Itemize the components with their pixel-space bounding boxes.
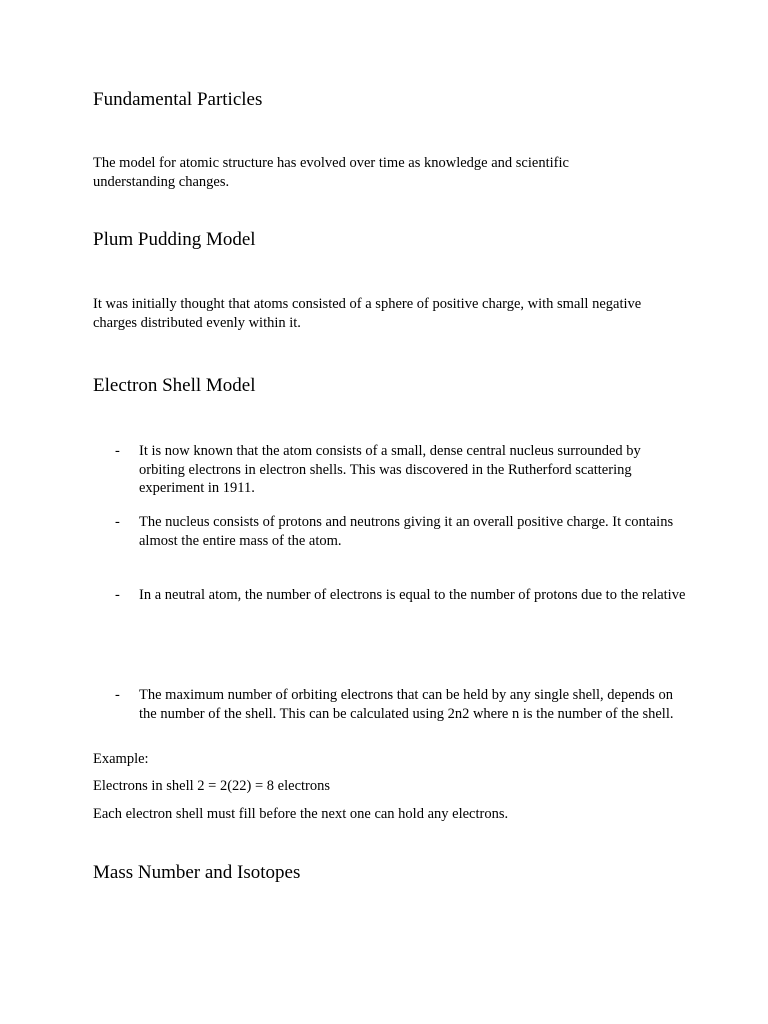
bullet-text: In a neutral atom, the number of electrons is equal to the number of protons due to the relative xyxy=(139,587,686,603)
heading-plum-pudding-model: Plum Pudding Model xyxy=(93,229,256,250)
heading-electron-shell-model: Electron Shell Model xyxy=(93,375,256,396)
example-label: Example: xyxy=(93,751,149,767)
paragraph-atomic-structure: The model for atomic structure has evolved over time as knowledge and scientific understanding changes. xyxy=(93,155,569,190)
bullet-text: It is now known that the atom consists of a small, dense central nucleus surrounded by orbiting electrons in electron shells. This was discovered in the Rutherford scattering experiment in 1911. xyxy=(139,443,641,496)
bullet-marker: - xyxy=(115,587,120,603)
bullet-marker: - xyxy=(115,687,120,703)
heading-fundamental-particles: Fundamental Particles xyxy=(93,89,263,110)
example-text: Electrons in shell 2 = 2(22) = 8 electrons xyxy=(93,778,331,794)
bullet-marker: - xyxy=(115,443,120,459)
paragraph-shell-filling: Each electron shell must fill before the next one can hold any electrons. xyxy=(93,806,509,822)
bullet-marker: - xyxy=(115,514,120,530)
heading-mass-number-isotopes: Mass Number and Isotopes xyxy=(93,862,301,883)
bullet-text: The maximum number of orbiting electrons that can be held by any single shell, depends on the number of the shell. This can be calculated using 2n2 where n is the number of the shell. xyxy=(139,687,674,722)
bullet-text: The nucleus consists of protons and neutrons giving it an overall positive charge. It contains almost the entire mass of the atom. xyxy=(139,514,674,549)
paragraph-plum-pudding: It was initially thought that atoms consisted of a sphere of positive charge, with small negative charges distributed evenly within it. xyxy=(93,296,642,331)
